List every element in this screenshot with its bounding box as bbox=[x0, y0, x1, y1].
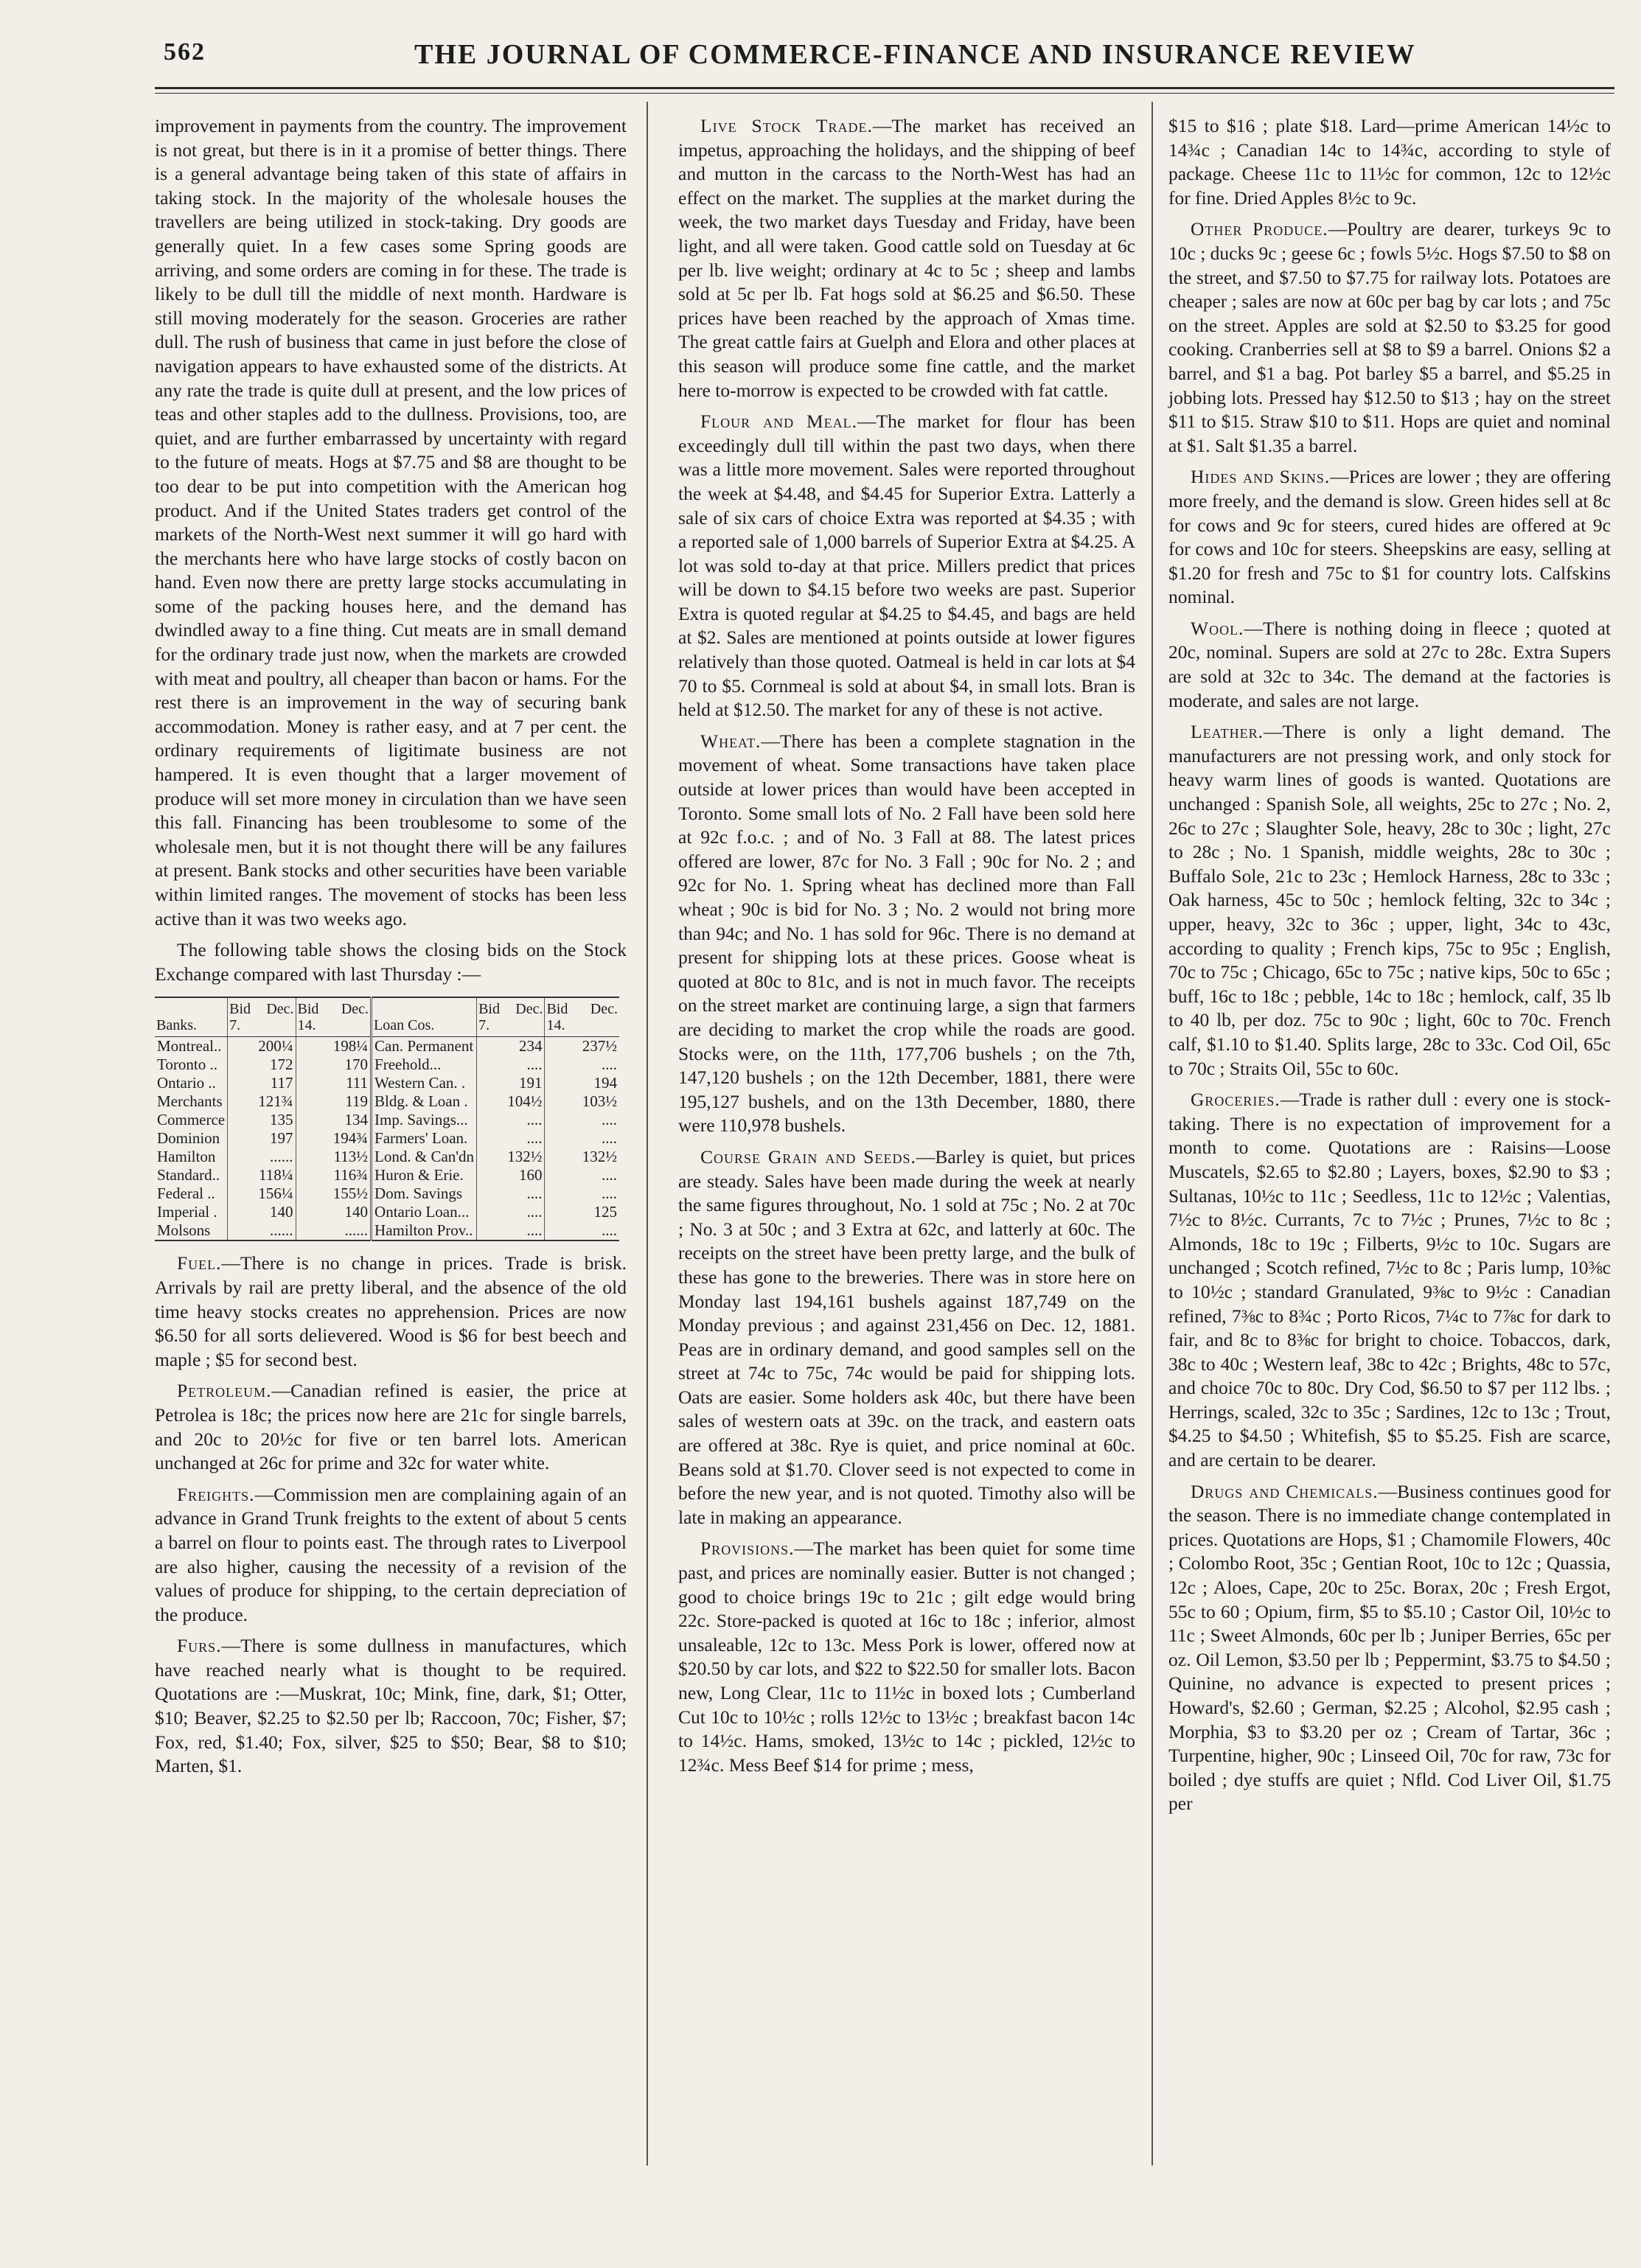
table-cell: Commerce bbox=[157, 1111, 226, 1129]
table-cell: 116¾ bbox=[296, 1166, 372, 1184]
petroleum-heading: Petroleum. bbox=[177, 1380, 272, 1402]
journal-title: THE JOURNAL OF COMMERCE-FINANCE AND INSURANCE REVIEW bbox=[414, 39, 1416, 70]
column-2 bbox=[678, 114, 1135, 1784]
other-produce-heading: Other Produce. bbox=[1191, 218, 1328, 240]
table-cell: .... bbox=[477, 1184, 545, 1203]
column-divider-2 bbox=[1152, 102, 1153, 2166]
page-header bbox=[164, 38, 1601, 80]
table-cell: 194 bbox=[545, 1074, 619, 1092]
wheat-text: —There has been a complete stagnation in the movement of wheat. Some transactions have taken place outside at lower prices than would have been accepted in Toronto. Some small lots of No. 2 Fall have been sold here at 92c f.o.c. ; and of No. 3 Fall at 88. The latest prices offered are lower, 87c for No. 3 Fall ; 90c for No. 2 ; and 92c for No. 1. Spring wheat has declined more than Fall wheat ; 90c is bid for No. 3 ; No. 2 would not bring more than 94c; and No. 1 has sold for 96c. There is no demand at present for shipping lots at these prices. Goose wheat is quoted at 80c to 81c, and is not in much favor. The receipts on the street market are continuing large, a sign that farmers are deciding to market the crop while the roads are good. Stocks were, on the 11th, 177,706 bushels ; on the 7th, 147,120 bushels ; on the 12th December, 1881, there were 195,127 bushels, and on the 13th December, 1880, there were 110,978 bushels. bbox=[678, 730, 1135, 1137]
table-cell: 194¾ bbox=[296, 1129, 372, 1148]
table-cell: 134 bbox=[296, 1111, 372, 1129]
table-cell: .... bbox=[545, 1056, 619, 1074]
table-cell: Dominion bbox=[157, 1129, 220, 1148]
table-cell: Hamilton bbox=[157, 1148, 216, 1166]
fuel-paragraph bbox=[155, 1252, 627, 1372]
table-row bbox=[155, 1203, 619, 1221]
livestock-heading: Live Stock Trade. bbox=[700, 115, 873, 136]
table-cell: .... bbox=[477, 1111, 545, 1129]
table-row bbox=[155, 1056, 619, 1074]
provisions-text: —The market has been quiet for some time past, and prices are nominally easier. Butter is not changed ; good to choice brings 19c to 21c ; gilt edge would bring 22c. Store-packed is quoted at 16c to 18c ; inferior, almost unsaleable, 12c to 13c. Mess Pork is lower, offered now at $20.50 by car lots, and $22 to $22.50 for smaller lots. Bacon new, Long Clear, 11c to 11½c in boxed lots ; Cumberland Cut 10c to 10½c ; rolls 12½c to 13½c ; breakfast bacon 14c to 14½c. Hams, smoked, 13½c to 14c ; pickled, 12½c to 12¾c. Mess Beef $14 for prime ; mess, bbox=[678, 1538, 1135, 1776]
table-header-loan-bid-dec-14: Bid Dec. 14. bbox=[545, 997, 619, 1037]
table-cell: Imp. Savings... bbox=[372, 1111, 477, 1129]
coarse-grain-text: —Barley is quiet, but prices are steady. Sales have been made during the week at nearly the same figures throughout, No. 1 sold at 75c ; No. 2 at 70c ; No. 3 at 50c ; and 3 Extra at 62c, and latterly at 60c. The receipts on the street have been pretty large, and the bulk of these has gone to the breweries. There was in store here on Monday last 194,161 bushels against 187,749 on the Monday previous ; and against 231,456 on Dec. 12, 1881. Peas are in ordinary demand, and good samples sell on the street at 74c to 75c, 74c would be paid for shipping lots. Oats are easier. Some holders ask 40c, but there have been sales of western oats at 39c. on the track, and eastern oats are offered at 38c. Rye is quiet, and price nominal at 60c. Beans sold at $1.70. Clover seed is not expected to come in before the new year, and is not quoted. Timothy also will be late in making an appearance. bbox=[678, 1145, 1135, 1528]
table-row bbox=[155, 1092, 619, 1111]
hides-heading: Hides and Skins. bbox=[1191, 466, 1331, 488]
table-cell: Lond. & Can'dn bbox=[372, 1148, 477, 1166]
table-cell: Hamilton Prov.. bbox=[372, 1221, 477, 1241]
table-cell: 118¼ bbox=[228, 1166, 296, 1184]
table-cell: Federal .. bbox=[157, 1184, 215, 1203]
table-cell: .... bbox=[545, 1111, 619, 1129]
drugs-heading: Drugs and Chemicals. bbox=[1191, 1480, 1379, 1502]
freights-heading: Freights. bbox=[177, 1483, 255, 1505]
table-row bbox=[155, 1184, 619, 1203]
table-cell: Freehold... bbox=[372, 1056, 477, 1074]
table-cell: 140 bbox=[228, 1203, 296, 1221]
table-cell: Dom. Savings bbox=[372, 1184, 477, 1203]
table-cell: ...... bbox=[296, 1221, 372, 1241]
freights-paragraph bbox=[155, 1483, 627, 1627]
table-header-loan-bid-dec-7: Bid Dec. 7. bbox=[477, 997, 545, 1037]
petroleum-paragraph bbox=[155, 1379, 627, 1475]
provisions-heading: Provisions. bbox=[700, 1538, 795, 1560]
furs-text: —There is some dullness in manufactures, which have reached nearly what is thought to be required. Quotations are :—Muskrat, 10c; Mink, fine, dark, $1; Otter, $10; Beaver, $2.25 to $2.50 per lb; Raccoon, 70c; Fisher, $7; Fox, red, $1.40; Fox, silver, $25 to $50; Bear, $8 to $10; Marten, $1. bbox=[155, 1635, 627, 1777]
table-cell: Molsons bbox=[157, 1221, 211, 1240]
table-cell: 197 bbox=[228, 1129, 296, 1148]
table-cell: .... bbox=[477, 1056, 545, 1074]
flour-heading: Flour and Meal. bbox=[700, 411, 858, 433]
table-header-loan-cos: Loan Cos. bbox=[372, 997, 477, 1037]
groceries-heading: Groceries. bbox=[1191, 1089, 1281, 1111]
livestock-text: —The market has received an impetus, approaching the holidays, and the shipping of beef and mutton in the carcass to the North-West has had an effect on the market. The supplies at the market during the week, the two market days Tuesday and Friday, have been light, and all were taken. Good cattle sold on Tuesday at 6c per lb. live weight; ordinary at 4c to 5c ; sheep and lambs sold at 5c per lb. Fat hogs sold at $6.25 and $6.50. These prices have been reached by the approach of Xmas time. The great cattle fairs at Guelph and Elora and other places at this season will produce some fine cattle, and the market here to-morrow is expected to be crowded with fat cattle. bbox=[678, 115, 1135, 401]
table-cell: 135 bbox=[228, 1111, 296, 1129]
table-row bbox=[155, 1148, 619, 1166]
table-cell: 237½ bbox=[545, 1037, 619, 1056]
table-cell: .... bbox=[545, 1184, 619, 1203]
fuel-text: —There is no change in prices. Trade is brisk. Arrivals by rail are pretty liberal, and the absence of the old time heavy stocks creates no apprehension. Prices are now $6.50 for all sorts delievered. Wood is $6 for best beech and maple ; $5 for second best. bbox=[155, 1252, 627, 1370]
table-cell: 155½ bbox=[296, 1184, 372, 1203]
table-cell: 132½ bbox=[545, 1148, 619, 1166]
table-intro-paragraph: The following table shows the closing bids on the Stock Exchange compared with last Thursday :— bbox=[155, 939, 627, 985]
coarse-grain-heading: Course Grain and Seeds. bbox=[700, 1145, 916, 1168]
fuel-heading: Fuel. bbox=[177, 1252, 222, 1274]
table-cell: 170 bbox=[296, 1056, 372, 1074]
table-row bbox=[155, 1037, 619, 1056]
table-cell: 113½ bbox=[296, 1148, 372, 1166]
table-cell: 198¼ bbox=[296, 1037, 372, 1056]
column-divider-1 bbox=[647, 102, 648, 2166]
other-produce-paragraph bbox=[1168, 217, 1611, 458]
table-cell: 125 bbox=[545, 1203, 619, 1221]
table-cell: Can. Permanent bbox=[372, 1037, 477, 1056]
provisions-continued-paragraph: $15 to $16 ; plate $18. Lard—prime American 14½c to 14¾c ; Canadian 14c to 14¾c, according to style of package. Cheese 11c to 11½c for common, 12c to 12½c for fine. Dried Apples 8½c to 9c. bbox=[1168, 115, 1611, 209]
table-cell: 119 bbox=[296, 1092, 372, 1111]
coarse-grain-paragraph bbox=[678, 1145, 1135, 1530]
table-cell: Ontario .. bbox=[157, 1074, 216, 1092]
table-cell: 132½ bbox=[477, 1148, 545, 1166]
leather-paragraph bbox=[1168, 720, 1611, 1081]
table-cell: .... bbox=[545, 1166, 619, 1184]
table-cell: Standard.. bbox=[157, 1166, 220, 1184]
header-rule-thin bbox=[155, 93, 1614, 94]
table-cell: 104½ bbox=[477, 1092, 545, 1111]
hides-text: —Prices are lower ; they are offering more freely, and the demand is slow. Green hides sell at 8c for cows and 9c for steers, cured hides are offered at 9c for cows and 10c for steers. Sheepskins are easy, selling at $1.20 for fresh and 75c to $1 for country lots. Calfskins nominal. bbox=[1168, 466, 1611, 608]
freights-text: —Commission men are complaining again of an advance in Grand Trunk freights to the extent of about 5 cents a barrel on flour to points east. The through rates to Liverpool are also higher, causing the necessity of a revision of the values of produce for shipping, to the certain depreciation of the produce. bbox=[155, 1483, 627, 1625]
groceries-paragraph bbox=[1168, 1088, 1611, 1473]
livestock-paragraph bbox=[678, 114, 1135, 402]
wheat-heading: Wheat. bbox=[700, 730, 762, 752]
table-header-row bbox=[155, 997, 619, 1037]
table-cell: Toronto .. bbox=[157, 1056, 217, 1074]
wool-heading: Wool. bbox=[1191, 617, 1244, 639]
flour-paragraph bbox=[678, 410, 1135, 722]
table-cell: 172 bbox=[228, 1056, 296, 1074]
table-cell: Bldg. & Loan . bbox=[372, 1092, 477, 1111]
drugs-text: —Business continues good for the season. There is no immediate change contemplated in prices. Quotations are Hops, $1 ; Chamomile Flowers, 40c ; Colombo Root, 35c ; Gentian Root, 10c to 12c ; Quassia, 12c ; Aloes, Cape, 20c to 25c. Borax, 20c ; Fresh Ergot, 55c to 60 ; Opium, firm, $5 to $5.10 ; Castor Oil, 10½c to 11c ; Sweet Almonds, 60c per lb ; Juniper Berries, 65c per oz. Oil Lemon, $3.50 per lb ; Peppermint, $3.75 to $4.50 ; Quinine, no advance is expected to present prices ; Howard's, $2.60 ; German, $2.25 ; Alcohol, $2.95 cash ; Morphia, $3 to $3.20 per oz ; Cream of Tartar, 36c ; Turpentine, higher, 90c ; Linseed Oil, 70c for raw, 73c for boiled ; dye stuffs are quiet ; Nfld. Cod Liver Oil, $1.75 per bbox=[1168, 1480, 1611, 1815]
table-cell: Imperial . bbox=[157, 1203, 217, 1221]
table-header-banks: Banks. bbox=[155, 997, 228, 1037]
table-row bbox=[155, 1111, 619, 1129]
table-cell: 191 bbox=[477, 1074, 545, 1092]
table-cell: Huron & Erie. bbox=[372, 1166, 477, 1184]
petroleum-text: —Canadian refined is easier, the price at Petrolea is 18c; the prices now here are 21c for single barrels, and 20c to 20½c for five or ten barrel lots. American unchanged at 26c for prime and 32c for water white. bbox=[155, 1380, 627, 1474]
table-row bbox=[155, 1221, 619, 1241]
table-cell: Western Can. . bbox=[372, 1074, 477, 1092]
table-cell: 117 bbox=[228, 1074, 296, 1092]
table-cell: 156¼ bbox=[228, 1184, 296, 1203]
hides-paragraph bbox=[1168, 465, 1611, 610]
column-3 bbox=[1168, 114, 1611, 1824]
wool-paragraph bbox=[1168, 617, 1611, 713]
table-cell: ...... bbox=[228, 1221, 296, 1241]
table-cell: .... bbox=[545, 1129, 619, 1148]
page-number: 562 bbox=[164, 38, 206, 66]
flour-text: —The market for flour has been exceedingly dull till within the past two days, when there was a little more movement. Sales were reported throughout the week at $4.48, and $4.45 for Superior Extra. Latterly a sale of six cars of choice Extra was reported at $4.35 ; with a reported sale of 1,000 barrels of Superior Extra at $4.25. A lot was sold to-day at that price. Millers predict that prices will be down to $4.15 before two weeks are past. Superior Extra is quoted regular at $4.25 to $4.45, and bags are held at $2. Sales are mentioned at points outside at lower figures relatively than those quoted. Oatmeal is held in car lots at $4 70 to $5. Cornmeal is sold at about $4, in small lots. Bran is held at $12.50. The market for any of these is not active. bbox=[678, 411, 1135, 721]
table-cell: 103½ bbox=[545, 1092, 619, 1111]
wheat-paragraph bbox=[678, 730, 1135, 1138]
table-header-bid-dec-7: Bid Dec. 7. bbox=[228, 997, 296, 1037]
table-row bbox=[155, 1074, 619, 1092]
provisions-paragraph bbox=[678, 1537, 1135, 1777]
table-cell: Farmers' Loan. bbox=[372, 1129, 477, 1148]
other-produce-text: —Poultry are dearer, turkeys 9c to 10c ; ducks 9c ; geese 6c ; fowls 5½c. Hogs $7.50 to $8 on the street, and $7.50 to $7.75 for railway lots. Potatoes are cheaper ; sales are now at 60c per bag by car lots ; and 75c on the street. Apples are sold at $2.50 to $3.25 for good cooking. Cranberries sell at $8 to $9 a barrel. Onions $2 a barrel, and $1 a bag. Pot barley $5 a barrel, and $5.25 in jobbing lots. Pressed hay $12.50 to $13 ; hay on the street $11 to $15. Straw $10 to $11. Hops are quiet and nominal at $1. Salt $1.35 a barrel. bbox=[1168, 218, 1611, 456]
table-row bbox=[155, 1166, 619, 1184]
table-cell: .... bbox=[477, 1129, 545, 1148]
table-cell: Ontario Loan... bbox=[372, 1203, 477, 1221]
wool-text: —There is nothing doing in fleece ; quoted at 20c, nominal. Supers are sold at 27c to 28c. Extra Supers are sold at 32c to 34c. The demand at the factories is moderate, and sales are not large. bbox=[1168, 617, 1611, 711]
table-row bbox=[155, 1129, 619, 1148]
leather-text: —There is only a light demand. The manufacturers are not pressing work, and only stock for heavy warm lines of goods is wanted. Quotations are unchanged : Spanish Sole, all weights, 25c to 27c ; No. 2, 26c to 27c ; Slaughter Sole, heavy, 28c to 30c ; light, 27c to 28c ; No. 1 Spanish, middle weights, 28c to 30c ; Buffalo Sole, 21c to 23c ; Hemlock Harness, 28c to 33c ; Oak harness, 45c to 50c ; hemlock felting, 32c to 34c ; upper, heavy, 32c to 36c ; upper, light, 34c to 43c, according to quality ; French kips, 75c to 95c ; English, 70c to 75c ; Chicago, 65c to 75c ; native kips, 50c to 65c ; buff, 16c to 18c ; pebble, 14c to 18c ; hemlock, calf, 35 lb to 40 lb, per doz. 75c to 90c ; light, 60c to 70c. French calf, $1.10 to $1.40. Splits large, 28c to 33c. Cod Oil, 65c to 70c ; Straits Oil, 55c to 60c. bbox=[1168, 721, 1611, 1079]
drugs-paragraph bbox=[1168, 1480, 1611, 1816]
furs-paragraph bbox=[155, 1634, 627, 1779]
table-cell: .... bbox=[477, 1221, 545, 1241]
furs-heading: Furs. bbox=[177, 1635, 222, 1657]
table-body bbox=[155, 1037, 619, 1241]
trade-summary-paragraph: improvement in payments from the country. The improvement is not great, but there is in it a promise of better things. There is a general advantage being taken of this state of affairs in taking stock. In the majority of the wholesale houses the travellers are being utilized in stock-taking. Dry goods are generally quiet. In a few cases some Spring goods are arriving, and some orders are coming in for these. The trade is likely to be dull till the middle of next month. Hardware is still moving moderately for the season. Groceries are rather dull. The rush of business that came in just before the close of navigation appears to have exhausted some of the districts. At any rate the trade is quite dull at present, and the low prices of teas and other staples add to the dullness. Provisions, too, are quiet, and are further embarrassed by uncertainty with regard to the future of meats. Hogs at $7.75 and $8 are thought to be too dear to be put into competition with the American hog product. And if the United States traders get control of the markets of the North-West next summer it will go hard with the merchants here who have large stocks of costly bacon on hand. Even now there are pretty large stocks accumulating in some of the packing houses here, and the demand has dwindled away to a fine thing. Cut meats are in small demand for the ordinary trade just now, when the markets are crowded with meat and poultry, all cheaper than bacon or hams. For the rest there is an improvement in the way of securing bank accommodation. Money is rather easy, and at 7 per cent. the ordinary requirements of ligitimate business are not hampered. It is even thought that a larger movement of produce will set more money in circulation than we have seen this fall. Financing has been troublesome to some of the wholesale men, but it is not thought there will be any failures at present. Bank stocks and other securities have been variable within limited ranges. The movement of stocks has been less active than it was two weeks ago. bbox=[155, 115, 627, 929]
header-rule bbox=[155, 87, 1614, 89]
table-cell: 140 bbox=[296, 1203, 372, 1221]
leather-heading: Leather. bbox=[1191, 721, 1264, 743]
table-cell: 234 bbox=[477, 1037, 545, 1056]
table-cell: .... bbox=[477, 1203, 545, 1221]
table-header-bid-dec-14: Bid Dec. 14. bbox=[296, 997, 372, 1037]
table-cell: 200¼ bbox=[228, 1037, 296, 1056]
stock-exchange-table bbox=[155, 997, 619, 1241]
table-cell: .... bbox=[545, 1221, 619, 1241]
table-cell: 121¾ bbox=[228, 1092, 296, 1111]
table-cell: ...... bbox=[228, 1148, 296, 1166]
table-cell: 111 bbox=[296, 1074, 372, 1092]
table-cell: Merchants bbox=[157, 1092, 223, 1111]
groceries-text: —Trade is rather dull : every one is stock-taking. There is no expectation of improvement for a month to come. Quotations are : Raisins—Loose Muscatels, $2.65 to $2.80 ; Layers, boxes, $2.90 to $3 ; Sultanas, 10½c to 11c ; Seedless, 11c to 12½c ; Valentias, 7½c to 8½c. Currants, 7c to 7½c ; Prunes, 7½c to 8c ; Almonds, 18c to 19c ; Filberts, 9½c to 10c. Sugars are unchanged ; Scotch refined, 7½c to 8c ; Paris lump, 10⅜c to 10½c ; standard Granulated, 9⅜c to 9½c : Canadian refined, 7⅜c to 8¾c ; Porto Ricos, 7¼c to 7⅞c for dark to fair, and 8c to 8⅜c for bright to choice. Tobaccos, dark, 38c to 40c ; Western leaf, 38c to 42c ; Brights, 48c to 57c, and choice 70c to 80c. Dry Cod, $6.50 to $7 per 112 lbs. ; Herrings, scaled, 32c to 35c ; Sardines, 12c to 13c ; Trout, $4.25 to $4.50 ; Whitefish, $5 to $5.25. Fish are scarce, and are certain to be dearer. bbox=[1168, 1089, 1611, 1471]
table-cell: 160 bbox=[477, 1166, 545, 1184]
column-1 bbox=[155, 114, 627, 1786]
table-cell: Montreal.. bbox=[157, 1037, 222, 1056]
